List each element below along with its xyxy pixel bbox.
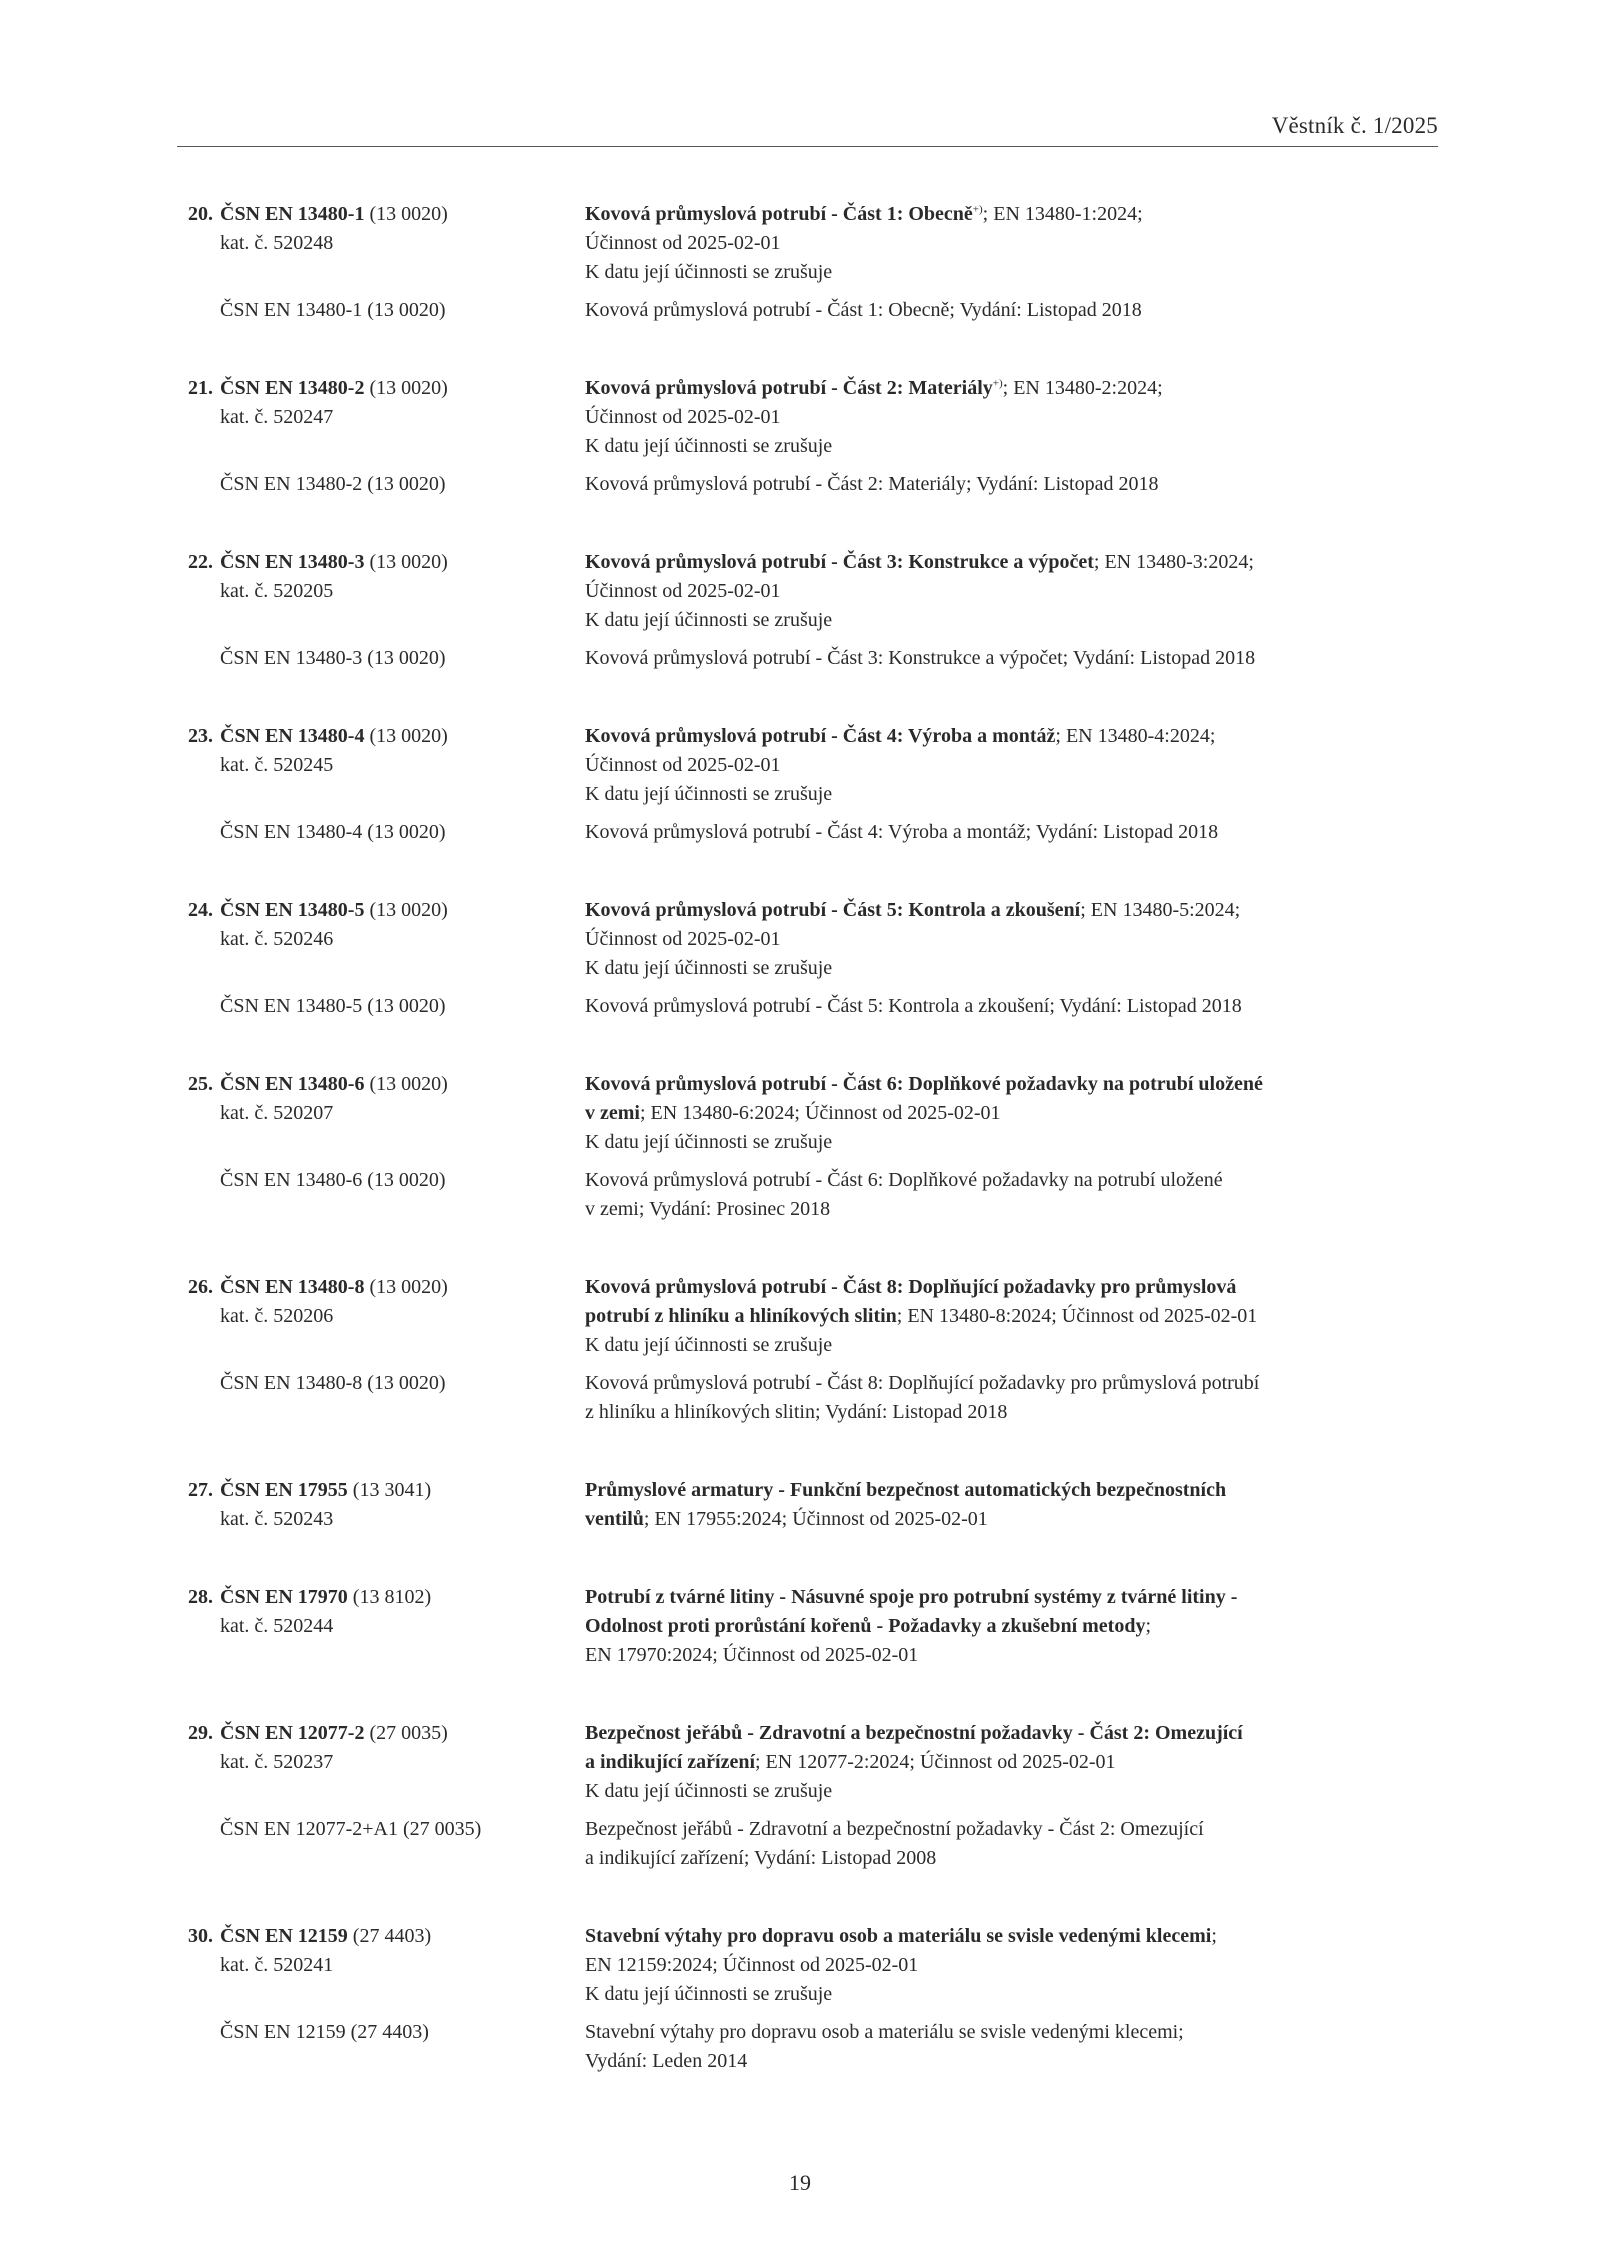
standard-info: ; EN 13480-8:2024; Účinnost od 2025-02-01	[896, 1305, 1258, 1327]
replaced-title: Kovová průmyslová potrubí - Část 8: Doplňující požadavky pro průmyslová potrubí	[585, 1372, 1260, 1394]
entry-left-cell	[188, 606, 585, 635]
replaced-title: Kovová průmyslová potrubí - Část 5: Kontrola a zkoušení; Vydání: Listopad 2018	[585, 995, 1242, 1017]
standard-title: Kovová průmyslová potrubí - Část 5: Kontrola a zkoušení	[585, 899, 1081, 921]
entry-line	[188, 374, 1438, 403]
standard-entry	[188, 374, 1438, 499]
catalog-number: kat. č. 520248	[220, 232, 334, 254]
entry-left-cell	[188, 1612, 585, 1641]
replaced-left-cell	[188, 1195, 585, 1224]
standard-info-line: Účinnost od 2025-02-01	[585, 928, 781, 950]
standard-info: ; EN 13480-2:2024;	[1002, 377, 1163, 399]
replaced-title: Vydání: Leden 2014	[585, 2050, 748, 2072]
entry-left-cell	[188, 229, 585, 258]
replaced-right-cell	[585, 1166, 1435, 1195]
entry-line	[188, 1273, 1438, 1302]
entry-line	[188, 403, 1438, 432]
standard-title: v zemi	[585, 1102, 640, 1124]
entry-right-cell	[585, 780, 1435, 809]
entry-line	[188, 722, 1438, 751]
replaced-right-cell	[585, 1195, 1435, 1224]
standard-info-line: Účinnost od 2025-02-01	[585, 580, 781, 602]
standard-entry	[188, 722, 1438, 847]
standard-info-line: K datu její účinnosti se zrušuje	[585, 435, 833, 457]
entry-right-cell	[585, 1612, 1435, 1641]
replaced-designation: ČSN EN 13480-8 (13 0020)	[220, 1372, 446, 1394]
entry-line	[188, 1612, 1438, 1641]
replaced-standard-line	[188, 992, 1438, 1021]
entry-line	[188, 1302, 1438, 1331]
standard-info-line: K datu její účinnosti se zrušuje	[585, 609, 833, 631]
entry-right-cell	[585, 1476, 1435, 1505]
replaced-right-cell	[585, 1398, 1435, 1427]
classification-code: (13 3041)	[352, 1479, 432, 1501]
standard-title: Kovová průmyslová potrubí - Část 1: Obecně	[585, 203, 973, 225]
standard-entry	[188, 1583, 1438, 1670]
entry-right-cell	[585, 258, 1435, 287]
entry-left-cell	[188, 200, 585, 229]
standard-title: Kovová průmyslová potrubí - Část 6: Doplňkové požadavky na potrubí uložené	[585, 1073, 1263, 1095]
entry-right-cell	[585, 1273, 1435, 1302]
footnote-mark: +)	[972, 203, 983, 216]
entry-line	[188, 1331, 1438, 1360]
replaced-designation: ČSN EN 13480-1 (13 0020)	[220, 299, 446, 321]
replaced-left-cell	[188, 296, 585, 325]
classification-code: (13 0020)	[369, 203, 448, 225]
entry-left-cell	[188, 1070, 585, 1099]
entry-line	[188, 432, 1438, 461]
entry-left-cell	[188, 258, 585, 287]
standard-entry	[188, 1719, 1438, 1873]
entry-number: 20.	[188, 203, 213, 225]
replaced-standard-line	[188, 296, 1438, 325]
entry-right-cell	[585, 1302, 1435, 1331]
classification-code: (13 0020)	[369, 1276, 448, 1298]
standard-info-line: Účinnost od 2025-02-01	[585, 232, 781, 254]
entry-right-cell	[585, 1331, 1435, 1360]
entry-right-cell	[585, 577, 1435, 606]
standard-designation: ČSN EN 13480-4	[220, 725, 365, 747]
entry-line	[188, 229, 1438, 258]
footnote-mark: +)	[992, 377, 1003, 390]
standard-title: Kovová průmyslová potrubí - Část 4: Výroba a montáž	[585, 725, 1056, 747]
standard-designation: ČSN EN 13480-6	[220, 1073, 365, 1095]
classification-code: (13 0020)	[369, 725, 448, 747]
replaced-left-cell	[188, 2047, 585, 2076]
classification-code: (13 0020)	[369, 899, 448, 921]
entry-left-cell	[188, 1951, 585, 1980]
standard-title: Potrubí z tvárné litiny - Násuvné spoje pro potrubní systémy z tvárné litiny -	[585, 1586, 1238, 1608]
replaced-title: z hliníku a hliníkových slitin; Vydání: Listopad 2018	[585, 1401, 1008, 1423]
entry-left-cell	[188, 1980, 585, 2009]
entry-left-cell	[188, 1777, 585, 1806]
replaced-left-cell	[188, 1398, 585, 1427]
classification-code: (27 4403)	[352, 1925, 432, 1947]
replaced-title: Kovová průmyslová potrubí - Část 6: Doplňkové požadavky na potrubí uložené	[585, 1169, 1223, 1191]
replaced-left-cell	[188, 1844, 585, 1873]
entry-left-cell	[188, 548, 585, 577]
replaced-left-cell	[188, 2018, 585, 2047]
replaced-standard-line	[188, 1815, 1438, 1844]
entry-right-cell	[585, 1980, 1435, 2009]
entry-left-cell	[188, 925, 585, 954]
entry-right-cell	[585, 925, 1435, 954]
replaced-standard-line	[188, 2018, 1438, 2047]
standard-info-line: K datu její účinnosti se zrušuje	[585, 1983, 833, 2005]
standard-info: ; EN 13480-1:2024;	[982, 203, 1143, 225]
catalog-number: kat. č. 520247	[220, 406, 334, 428]
entry-line	[188, 954, 1438, 983]
entry-line	[188, 780, 1438, 809]
entry-right-cell	[585, 896, 1435, 925]
entry-left-cell	[188, 1748, 585, 1777]
replaced-standard-line	[188, 470, 1438, 499]
replaced-right-cell	[585, 1369, 1435, 1398]
standard-title: Kovová průmyslová potrubí - Část 8: Doplňující požadavky pro průmyslová	[585, 1276, 1237, 1298]
standard-designation: ČSN EN 12077-2	[220, 1722, 365, 1744]
entry-left-cell	[188, 1719, 585, 1748]
entry-left-cell	[188, 1128, 585, 1157]
standard-info-line: K datu její účinnosti se zrušuje	[585, 1334, 833, 1356]
replaced-designation: ČSN EN 12077-2+A1 (27 0035)	[220, 1818, 482, 1840]
replaced-right-cell	[585, 992, 1435, 1021]
entry-right-cell	[585, 722, 1435, 751]
entry-line	[188, 1748, 1438, 1777]
standard-designation: ČSN EN 13480-8	[220, 1276, 365, 1298]
standard-title: ventilů	[585, 1508, 644, 1530]
page-number: 19	[789, 2170, 811, 2195]
entry-right-cell	[585, 1922, 1435, 1951]
entry-number: 30.	[188, 1925, 213, 1947]
standard-entry	[188, 1070, 1438, 1224]
standard-entry	[188, 1922, 1438, 2076]
entry-right-cell	[585, 1070, 1435, 1099]
standard-entry	[188, 896, 1438, 1021]
standard-info-line: K datu její účinnosti se zrušuje	[585, 1780, 833, 1802]
entry-line	[188, 577, 1438, 606]
standard-info: ; EN 13480-4:2024;	[1055, 725, 1216, 747]
header-rule	[177, 146, 1438, 147]
entry-right-cell	[585, 1641, 1435, 1670]
standard-info-line: EN 12159:2024; Účinnost od 2025-02-01	[585, 1954, 919, 1976]
entry-line	[188, 1980, 1438, 2009]
entry-left-cell	[188, 1922, 585, 1951]
catalog-number: kat. č. 520243	[220, 1508, 334, 1530]
entry-number: 29.	[188, 1722, 213, 1744]
replaced-standard-line	[188, 644, 1438, 673]
standard-designation: ČSN EN 13480-2	[220, 377, 365, 399]
standard-designation: ČSN EN 13480-3	[220, 551, 365, 573]
entry-right-cell	[585, 548, 1435, 577]
entry-left-cell	[188, 751, 585, 780]
entry-left-cell	[188, 1583, 585, 1612]
replaced-title: Stavební výtahy pro dopravu osob a materiálu se svisle vedenými klecemi;	[585, 2021, 1184, 2043]
entry-number: 23.	[188, 725, 213, 747]
catalog-number: kat. č. 520207	[220, 1102, 334, 1124]
entry-line	[188, 896, 1438, 925]
replaced-title: Kovová průmyslová potrubí - Část 1: Obecně; Vydání: Listopad 2018	[585, 299, 1142, 321]
standard-info-line: K datu její účinnosti se zrušuje	[585, 1131, 833, 1153]
replaced-designation: ČSN EN 13480-3 (13 0020)	[220, 647, 446, 669]
classification-code: (13 8102)	[352, 1586, 432, 1608]
standard-info-line: Účinnost od 2025-02-01	[585, 406, 781, 428]
entry-number: 24.	[188, 899, 213, 921]
replaced-standard-line	[188, 1166, 1438, 1195]
standard-info: ; EN 13480-5:2024;	[1080, 899, 1241, 921]
entry-right-cell	[585, 229, 1435, 258]
classification-code: (13 0020)	[369, 1073, 448, 1095]
standard-title: Kovová průmyslová potrubí - Část 3: Konstrukce a výpočet	[585, 551, 1094, 573]
replaced-right-cell	[585, 2047, 1435, 2076]
entry-line	[188, 1641, 1438, 1670]
standard-designation: ČSN EN 13480-1	[220, 203, 365, 225]
entry-line	[188, 1476, 1438, 1505]
replaced-title: Kovová průmyslová potrubí - Část 3: Konstrukce a výpočet; Vydání: Listopad 2018	[585, 647, 1256, 669]
entry-line	[188, 1583, 1438, 1612]
entry-number: 21.	[188, 377, 213, 399]
standard-info: ;	[1145, 1615, 1152, 1637]
entry-right-cell	[585, 954, 1435, 983]
standard-info-line: K datu její účinnosti se zrušuje	[585, 957, 833, 979]
replaced-right-cell	[585, 470, 1435, 499]
entry-line	[188, 925, 1438, 954]
replaced-designation: ČSN EN 12159 (27 4403)	[220, 2021, 429, 2043]
entry-line	[188, 606, 1438, 635]
entry-left-cell	[188, 374, 585, 403]
standard-entry	[188, 200, 1438, 325]
entry-number: 22.	[188, 551, 213, 573]
catalog-number: kat. č. 520237	[220, 1751, 334, 1773]
replaced-designation: ČSN EN 13480-2 (13 0020)	[220, 473, 446, 495]
replaced-standard-line	[188, 1398, 1438, 1427]
entry-line	[188, 751, 1438, 780]
standard-title: Bezpečnost jeřábů - Zdravotní a bezpečnostní požadavky - Část 2: Omezující	[585, 1722, 1243, 1744]
entry-right-cell	[585, 1505, 1435, 1534]
standard-title: Průmyslové armatury - Funkční bezpečnost automatických bezpečnostních	[585, 1479, 1227, 1501]
standard-title: a indikující zařízení	[585, 1751, 755, 1773]
replaced-left-cell	[188, 992, 585, 1021]
entry-number: 28.	[188, 1586, 213, 1608]
entry-left-cell	[188, 722, 585, 751]
standard-info-line: EN 17970:2024; Účinnost od 2025-02-01	[585, 1644, 919, 1666]
entry-right-cell	[585, 1951, 1435, 1980]
entry-line	[188, 1922, 1438, 1951]
replaced-standard-line	[188, 1844, 1438, 1873]
entry-line	[188, 1777, 1438, 1806]
entry-right-cell	[585, 606, 1435, 635]
standard-info-line: K datu její účinnosti se zrušuje	[585, 261, 833, 283]
replaced-standard-line	[188, 818, 1438, 847]
entry-right-cell	[585, 1583, 1435, 1612]
entry-right-cell	[585, 200, 1435, 229]
entry-left-cell	[188, 432, 585, 461]
replaced-left-cell	[188, 1369, 585, 1398]
replaced-designation: ČSN EN 13480-4 (13 0020)	[220, 821, 446, 843]
replaced-left-cell	[188, 818, 585, 847]
catalog-number: kat. č. 520246	[220, 928, 334, 950]
entry-left-cell	[188, 1505, 585, 1534]
replaced-designation: ČSN EN 13480-6 (13 0020)	[220, 1169, 446, 1191]
standard-entry	[188, 1476, 1438, 1534]
entry-line	[188, 1128, 1438, 1157]
entry-left-cell	[188, 1331, 585, 1360]
entry-left-cell	[188, 577, 585, 606]
entry-left-cell	[188, 1641, 585, 1670]
standard-title: Stavební výtahy pro dopravu osob a materiálu se svisle vedenými klecemi	[585, 1925, 1212, 1947]
replaced-right-cell	[585, 644, 1435, 673]
entry-right-cell	[585, 1777, 1435, 1806]
standard-info: ; EN 17955:2024; Účinnost od 2025-02-01	[643, 1508, 988, 1530]
standard-title: potrubí z hliníku a hliníkových slitin	[585, 1305, 897, 1327]
replaced-standard-line	[188, 1369, 1438, 1398]
entry-right-cell	[585, 1128, 1435, 1157]
entry-right-cell	[585, 751, 1435, 780]
classification-code: (13 0020)	[369, 551, 448, 573]
entry-left-cell	[188, 1099, 585, 1128]
replaced-title: v zemi; Vydání: Prosinec 2018	[585, 1198, 831, 1220]
replaced-title: Bezpečnost jeřábů - Zdravotní a bezpečnostní požadavky - Část 2: Omezující	[585, 1818, 1204, 1840]
entry-left-cell	[188, 896, 585, 925]
replaced-title: a indikující zařízení; Vydání: Listopad 2008	[585, 1847, 937, 1869]
replaced-right-cell	[585, 1844, 1435, 1873]
entry-line	[188, 1951, 1438, 1980]
standard-entry	[188, 1273, 1438, 1427]
replaced-left-cell	[188, 1815, 585, 1844]
replaced-title: Kovová průmyslová potrubí - Část 4: Výroba a montáž; Vydání: Listopad 2018	[585, 821, 1219, 843]
standard-info: ;	[1211, 1925, 1217, 1947]
replaced-right-cell	[585, 818, 1435, 847]
entry-left-cell	[188, 403, 585, 432]
catalog-number: kat. č. 520205	[220, 580, 334, 602]
replaced-left-cell	[188, 1166, 585, 1195]
standard-info-line: Účinnost od 2025-02-01	[585, 754, 781, 776]
entry-left-cell	[188, 1273, 585, 1302]
catalog-number: kat. č. 520244	[220, 1615, 334, 1637]
standard-info: ; EN 13480-6:2024; Účinnost od 2025-02-01	[639, 1102, 1001, 1124]
classification-code: (27 0035)	[369, 1722, 448, 1744]
replaced-left-cell	[188, 470, 585, 499]
standard-designation: ČSN EN 12159	[220, 1925, 348, 1947]
entry-number: 25.	[188, 1073, 213, 1095]
entry-right-cell	[585, 403, 1435, 432]
replaced-standard-line	[188, 2047, 1438, 2076]
standard-designation: ČSN EN 17955	[220, 1479, 348, 1501]
entry-right-cell	[585, 1099, 1435, 1128]
standard-info-line: K datu její účinnosti se zrušuje	[585, 783, 833, 805]
standard-info: ; EN 13480-3:2024;	[1093, 551, 1254, 573]
standard-entry	[188, 548, 1438, 673]
standard-title: Odolnost proti prorůstání kořenů - Požadavky a zkušební metody	[585, 1615, 1146, 1637]
replaced-right-cell	[585, 1815, 1435, 1844]
entry-right-cell	[585, 374, 1435, 403]
entry-line	[188, 200, 1438, 229]
entry-number: 27.	[188, 1479, 213, 1501]
bulletin-title: Věstník č. 1/2025	[1271, 113, 1438, 138]
standard-designation: ČSN EN 13480-5	[220, 899, 365, 921]
entry-right-cell	[585, 1748, 1435, 1777]
classification-code: (13 0020)	[369, 377, 448, 399]
replaced-left-cell	[188, 644, 585, 673]
entry-line	[188, 1070, 1438, 1099]
replaced-designation: ČSN EN 13480-5 (13 0020)	[220, 995, 446, 1017]
replaced-right-cell	[585, 296, 1435, 325]
catalog-number: kat. č. 520241	[220, 1954, 334, 1976]
standard-info: ; EN 12077-2:2024; Účinnost od 2025-02-01	[755, 1751, 1116, 1773]
standard-designation: ČSN EN 17970	[220, 1586, 348, 1608]
catalog-number: kat. č. 520245	[220, 754, 334, 776]
entry-right-cell	[585, 432, 1435, 461]
replaced-title: Kovová průmyslová potrubí - Část 2: Materiály; Vydání: Listopad 2018	[585, 473, 1159, 495]
entry-line	[188, 1099, 1438, 1128]
entry-line	[188, 548, 1438, 577]
standard-title: Kovová průmyslová potrubí - Část 2: Materiály	[585, 377, 993, 399]
entry-left-cell	[188, 1302, 585, 1331]
entry-left-cell	[188, 780, 585, 809]
entry-line	[188, 258, 1438, 287]
replaced-standard-line	[188, 1195, 1438, 1224]
entry-number: 26.	[188, 1276, 213, 1298]
standards-list	[188, 200, 1438, 2125]
entry-line	[188, 1505, 1438, 1534]
catalog-number: kat. č. 520206	[220, 1305, 334, 1327]
entry-line	[188, 1719, 1438, 1748]
entry-left-cell	[188, 1476, 585, 1505]
replaced-right-cell	[585, 2018, 1435, 2047]
entry-left-cell	[188, 954, 585, 983]
entry-right-cell	[585, 1719, 1435, 1748]
